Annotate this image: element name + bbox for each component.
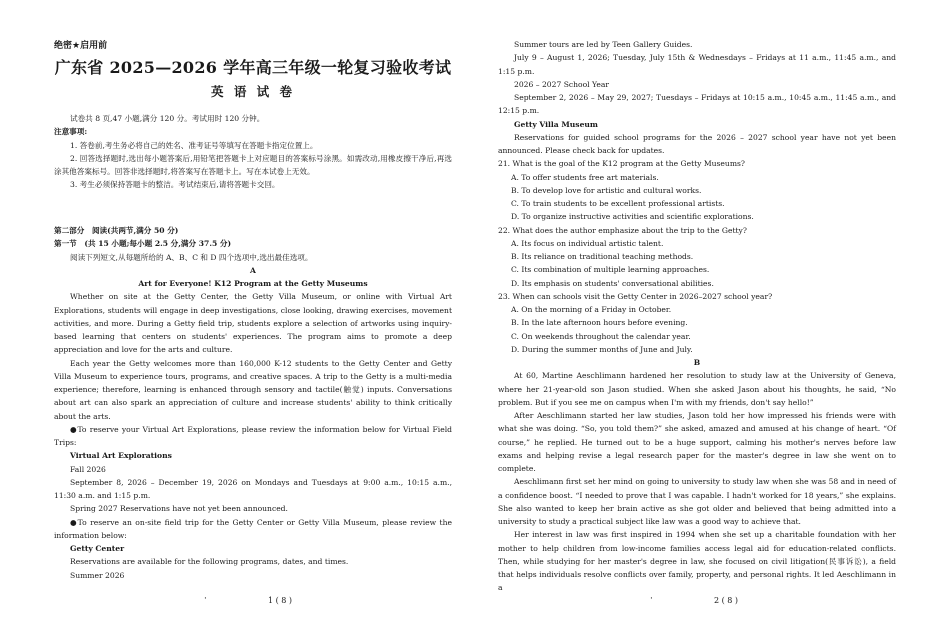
note-item: 3. 考生必须保持答题卡的整洁。考试结束后,请将答题卡交回。	[70, 180, 280, 190]
page-number-1: 1 ( 8 )	[268, 596, 293, 605]
question-option: C. To train students to be excellent professional artists.	[511, 199, 725, 208]
question-option: D. Its emphasis on students' conversational abilities.	[511, 278, 714, 288]
getty-villa-text: Reservations for guided school programs for the 2026 – 2027 school year have not yet been announced. Please check back for updates.	[498, 132, 896, 155]
question-21	[498, 157, 896, 223]
question-option: A. On the morning of a Friday in October.	[511, 305, 672, 314]
secret-label: 绝密★启用前	[54, 41, 108, 51]
summer-label: Summer 2026	[70, 570, 125, 580]
summer-text: Summer tours are led by Teen Gallery Guides.	[514, 40, 693, 49]
getty-center-text: Reservations are available for the following programs, dates, and times.	[70, 557, 349, 567]
passage-paragraph: ●To reserve your Virtual Art Explorations, please review the information below for Virtual Field Trips:	[54, 424, 452, 447]
question-stem: 21. What is the goal of the K12 program at the Getty Museums?	[498, 159, 745, 169]
right-column	[498, 0, 896, 631]
passage-paragraph: Aeschlimann first set her mind on going to university to study law when she was 58 and in need of a confidence boost. “I needed to prove that I was capable. I hadn't worked for 18 years,” she explains. She also wanted to keep her brain active as she got older and believed that being admitted into a university to study a practical subject like law was a good way to achieve that.	[498, 477, 896, 526]
question-option: B. In the late afternoon hours before evening.	[511, 318, 688, 328]
question-option: C. On weekends throughout the calendar year.	[511, 331, 691, 341]
spring-note: Spring 2027 Reservations have not yet been announced.	[70, 504, 288, 514]
question-option: B. To develop love for artistic and cultural works.	[511, 185, 702, 195]
school-year-dates: September 2, 2026 – May 29, 2027; Tuesdays – Fridays at 10:15 a.m., 10:45 a.m., 11:45 a.m., and 12:15 p.m.	[498, 93, 896, 116]
exam-title: 广东省 2025—2026 学年高三年级一轮复习验收考试	[54, 58, 452, 77]
school-year-label: 2026 – 2027 School Year	[514, 79, 610, 89]
passage-paragraph: Her interest in law was first inspired in 1994 when she set up a charitable foundation with her mother to help children from low-income families access legal aid for education-related conflicts. Then, while studying for her master's degree in law, she focused on civil litigation(民事诉讼), a field that helps individuals resolve conflicts over family, property, and personal rights. It led Aeschlimann in a	[498, 530, 896, 593]
passage-a-title: Art for Everyone! K12 Program at the Getty Museums	[138, 279, 368, 288]
question-option: D. During the summer months of June and July.	[511, 344, 693, 354]
question-option: A. To offer students free art materials.	[511, 172, 659, 182]
left-column	[54, 0, 452, 631]
reading-instruction: 阅读下列短文,从每题所给的 A、B、C 和 D 四个选项中,选出最佳选项。	[70, 252, 313, 262]
notes-heading: 注意事项:	[54, 127, 88, 137]
passage-a-label: A	[250, 265, 256, 275]
footer-dot: ·	[650, 594, 653, 604]
passage-b-label: B	[693, 358, 701, 367]
section1-heading: 第一节 (共 15 小题;每小题 2.5 分,满分 37.5 分)	[54, 239, 232, 249]
question-stem: 22. What does the author emphasize about the trip to the Getty?	[498, 225, 747, 235]
footer-dot: ·	[204, 594, 207, 604]
note-item: 2. 回答选择题时,选出每小题答案后,用铅笔把答题卡上对应题目的答案标号涂黑。如需改动,用橡皮擦干净后,再选涂其他答案标号。回答非选择题时,将答案写在答题卡上。写在本试卷上无效。	[54, 153, 452, 176]
summer-dates: July 9 – August 1, 2026; Tuesday, July 15th & Wednesdays – Fridays at 11 a.m., 11:45 a.m., and 1:15 p.m.	[498, 53, 896, 76]
question-stem: 23. When can schools visit the Getty Center in 2026–2027 school year?	[498, 291, 773, 301]
passage-paragraph: After Aeschlimann started her law studies, Jason told her how impressed his friends were with what she was doing. “So, you told them?” she asked, amazed and amused at his change of heart. “Of course,” he replied. He turned out to be a huge support, calming his mother's nerves before law exams and helping revise a legal research paper for the master's degree in law she went on to complete.	[498, 411, 896, 473]
passage-a-continued	[498, 38, 896, 595]
question-option: A. Its focus on individual artistic talent.	[511, 238, 664, 248]
fall-label: Fall 2026	[70, 464, 106, 474]
question-option: B. Its reliance on traditional teaching methods.	[511, 252, 694, 261]
passage-a-block	[54, 224, 452, 582]
instructions-block	[54, 112, 452, 192]
question-23	[498, 290, 896, 356]
question-option: D. To organize instructive activities and scientific explorations.	[511, 212, 754, 222]
passage-paragraph: Whether on site at the Getty Center, the Getty Villa Museum, or online with Virtual Art Explorations, students will engage in deep investigations, close looking, drawing exercises, movement activities, and more. During a Getty field trip, students explore a selection of artworks using inquiry-based learning that centers on students' experiences. The program aims to promote a deep appreciation and love for the arts and culture.	[54, 292, 452, 355]
passage-paragraph: At 60, Martine Aeschlimann hardened her resolution to study law at the University of Geneva, where her 21-year-old son Jason studied. When she asked Jason about his thoughts, he said, “No problem. But if you see me on campus when I'm with my friends, don't say hello!”	[498, 371, 896, 407]
note-item: 1. 答卷前,考生务必将自己的姓名、准考证号等填写在答题卡指定位置上。	[70, 140, 318, 150]
getty-villa-heading: Getty Villa Museum	[514, 119, 598, 129]
part2-heading: 第二部分 阅读(共两节,满分 50 分)	[54, 226, 179, 235]
passage-paragraph: Each year the Getty welcomes more than 160,000 K-12 students to the Getty Center and Getty Villa Museum to experience tours, programs, and creative spaces. A trip to the Getty is a multi-media experience; therefore, learning is enhanced through sensory and tactile(触觉) inputs. Conversations about art can also spark an appreciation of culture and increase students' ability to think critically about the arts.	[54, 358, 452, 421]
passage-paragraph: ●To reserve an on-site field trip for the Getty Center or Getty Villa Museum, please review the information below:	[54, 517, 452, 540]
vae-heading: Virtual Art Explorations	[70, 451, 172, 461]
fall-dates: September 8, 2026 – December 19, 2026 on Mondays and Tuesdays at 9:00 a.m., 10:15 a.m., 11:30 a.m. and 1:15 p.m.	[54, 477, 452, 500]
question-option: C. Its combination of multiple learning approaches.	[511, 265, 710, 275]
intro-line: 试卷共 8 页,47 小题,满分 120 分。考试用时 120 分钟。	[70, 114, 265, 123]
page-number-2: 2 ( 8 )	[714, 596, 739, 605]
subject-title: 英 语 试 卷	[210, 84, 296, 99]
question-22	[498, 224, 896, 290]
getty-center-heading: Getty Center	[70, 544, 125, 553]
